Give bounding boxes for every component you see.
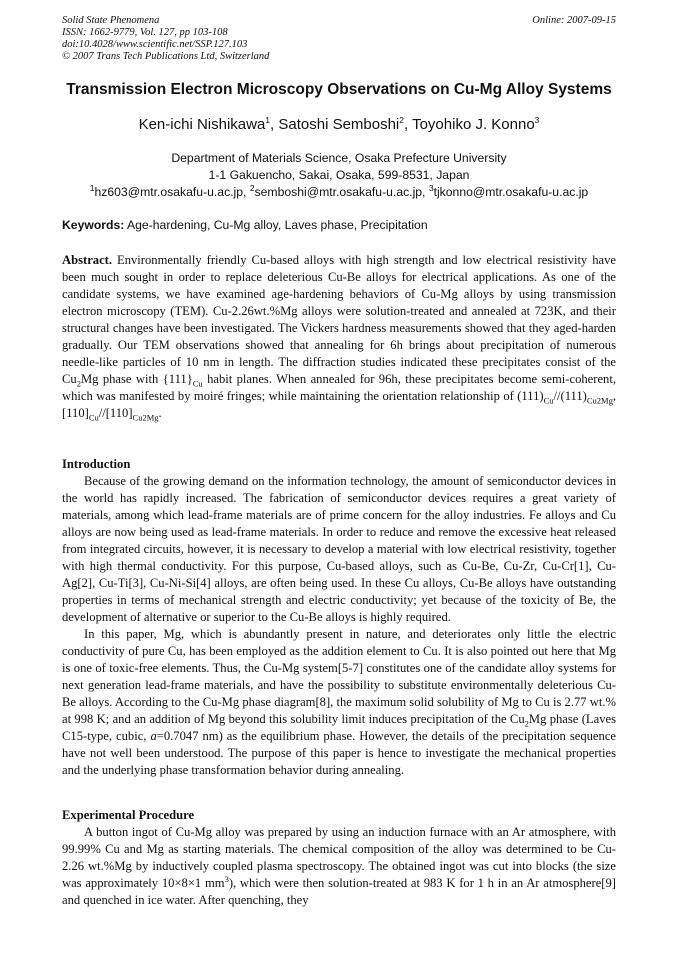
introduction-section [62, 456, 616, 779]
abstract-text: Mg phase with {111} [80, 372, 193, 386]
paragraph-text: ), which were then solution-treated at 983 K for 1 h in an Ar atmosphere[9] and quenched in ice water. After quenching, they [62, 876, 616, 907]
abstract-text: . [158, 406, 162, 420]
abstract-label: Abstract. [62, 253, 113, 267]
author-1-mark: 1 [265, 115, 271, 125]
superscript: 3 [224, 873, 229, 884]
email-2-mark: 2 [249, 182, 255, 193]
email-1[interactable]: hz603@mtr.osakafu-u.ac.jp, [94, 185, 250, 199]
copyright-line: © 2007 Trans Tech Publications Ltd, Switzerland [62, 51, 270, 62]
subscript: 2 [76, 378, 81, 389]
paragraph: Because of the growing demand on the information technology, the amount of semiconductor devices in the world has rapidly increased. The fabrication of semiconductor devices requires a great variety of materials, among which lead-frame materials are of prime concern for the alloy industries. Fe alloys and Cu alloys are now being used as lead-frame materials. In order to reduce and remove the excessive heat released from integrated circuits, however, it is necessary to develop a material with low electrical resistivity, together with high thermal conductivity. For this purpose, Cu-based alloys, such as Cu-Be, Cu-Zr, Cu-Cr[1], Cu-Ag[2], Cu-Ti[3], Cu-Ni-Si[4] alloys, are often being used. In these Cu alloys, Cu-Be alloys have outstanding properties in terms of mechanical strength and electric conductivity; yet because of the toxicity of Be, the development of alternative or superior to the Cu-Be alloys is highly required. [62, 474, 616, 624]
keywords [62, 218, 616, 232]
journal-header [62, 15, 269, 63]
abstract-text: //(111) [553, 389, 587, 403]
subscript: Cu2Mg [586, 395, 613, 406]
author-2-mark: 2 [399, 115, 405, 125]
department: Department of Materials Science, Osaka Prefecture University [171, 151, 507, 165]
affiliation-block [62, 150, 616, 201]
section-heading: Introduction [62, 457, 131, 471]
email-3-mark: 3 [428, 182, 434, 193]
paragraph-text: A button ingot of Cu-Mg alloy was prepared by using an induction furnace with an Ar atmosphere, with 99.99% Cu and Mg as starting materials. The chemical composition of the alloy was determined to be Cu-2.26 wt.%Mg by inductively coupled plasma spectroscopy. The obtained ingot was cut into blocks (the size was approximately 10×8×1 mm [62, 825, 616, 890]
paragraph-text: Mg phase (Laves C15-type, cubic, [62, 712, 616, 743]
email-3[interactable]: tjkonno@mtr.osakafu-u.ac.jp [433, 185, 589, 199]
journal-name: Solid State Phenomena [62, 15, 160, 26]
section-heading: Experimental Procedure [62, 808, 195, 822]
paragraph-text: In this paper, Mg, which is abundantly present in nature, and deteriorates only little the electric conductivity of pure Cu, has been employed as the addition element to Cu. It is also pointed out here that Mg is one of toxic-free elements. Thus, the Cu-Mg system[5-7] constitutes one of the candidate alloy systems for next generation lead-frame materials, and have the possibility to substitute environmentally deleterious Cu-Be alloys. According to the Cu-Mg phase diagram[8], the maximum solid solubility of Mg to Cu is 2.77 wt.% at 998 K; and an addition of Mg beyond this solubility limit induces precipitation of the Cu [62, 627, 616, 726]
abstract-text: , [110] [62, 389, 616, 420]
subscript: Cu [192, 378, 203, 389]
subscript: Cu2Mg [132, 412, 159, 423]
author-list [62, 115, 616, 134]
email-1-mark: 1 [89, 182, 95, 193]
author-2: , Satoshi Semboshi [270, 116, 400, 133]
author-1: Ken-ichi Nishikawa [138, 116, 266, 133]
abstract [62, 252, 616, 422]
experimental-section [62, 807, 616, 909]
italic-symbol: a [150, 729, 157, 743]
keywords-label: Keywords: [62, 218, 125, 232]
paragraph [62, 626, 616, 779]
subscript: Cu [88, 412, 99, 423]
paragraph [62, 824, 616, 909]
author-3-mark: 3 [534, 115, 540, 125]
address: 1-1 Gakuencho, Sakai, Osaka, 599-8531, Japan [208, 168, 470, 182]
abstract-text: Environmentally friendly Cu-based alloys with high strength and low electrical resistivity have been much sought in order to replace deleterious Cu-Be alloys for electrical applications. As one of the candidate systems, we have examined age-hardening behaviors of Cu-Mg alloys by using transmission electron microscopy (TEM). Cu-2.26wt.%Mg alloys were solution-treated and annealed at 723K, and their structural changes have been investigated. The Vickers hardness measurements showed that they aged-harden gradually. Our TEM observations showed that annealing for 6h brings about precipitation of numerous needle-like particles of 10 nm in length. The diffraction studies indicated these precipitates consist of the Cu [62, 253, 616, 386]
doi-line: doi:10.4028/www.scientific.net/SSP.127.103 [62, 39, 248, 50]
issn-line: ISSN: 1662-9779, Vol. 127, pp 103-108 [62, 27, 228, 38]
author-3: , Toyohiko J. Konno [404, 116, 535, 133]
subscript: 2 [524, 718, 529, 729]
paragraph-text: =0.7047 nm) as the equilibrium phase. However, the details of the precipitation sequence have not well been understood. The purpose of this paper is hence to investigate the mechanical properties and the underlying phase transformation behavior during annealing. [62, 729, 616, 777]
abstract-text: habit planes. When annealed for 96h, these precipitates become semi-coherent, which was manifested by moiré fringes; while maintaining the orientation relationship of (111) [62, 372, 616, 403]
online-date: Online: 2007-09-15 [532, 15, 616, 26]
email-2[interactable]: semboshi@mtr.osakafu-u.ac.jp, [254, 185, 429, 199]
email-list [62, 184, 616, 201]
keywords-text: Age-hardening, Cu-Mg alloy, Laves phase, Precipitation [124, 218, 428, 232]
paper-title: Transmission Electron Microscopy Observations on Cu-Mg Alloy Systems [66, 81, 612, 98]
subscript: Cu [543, 395, 554, 406]
abstract-text: //[110] [98, 406, 133, 420]
